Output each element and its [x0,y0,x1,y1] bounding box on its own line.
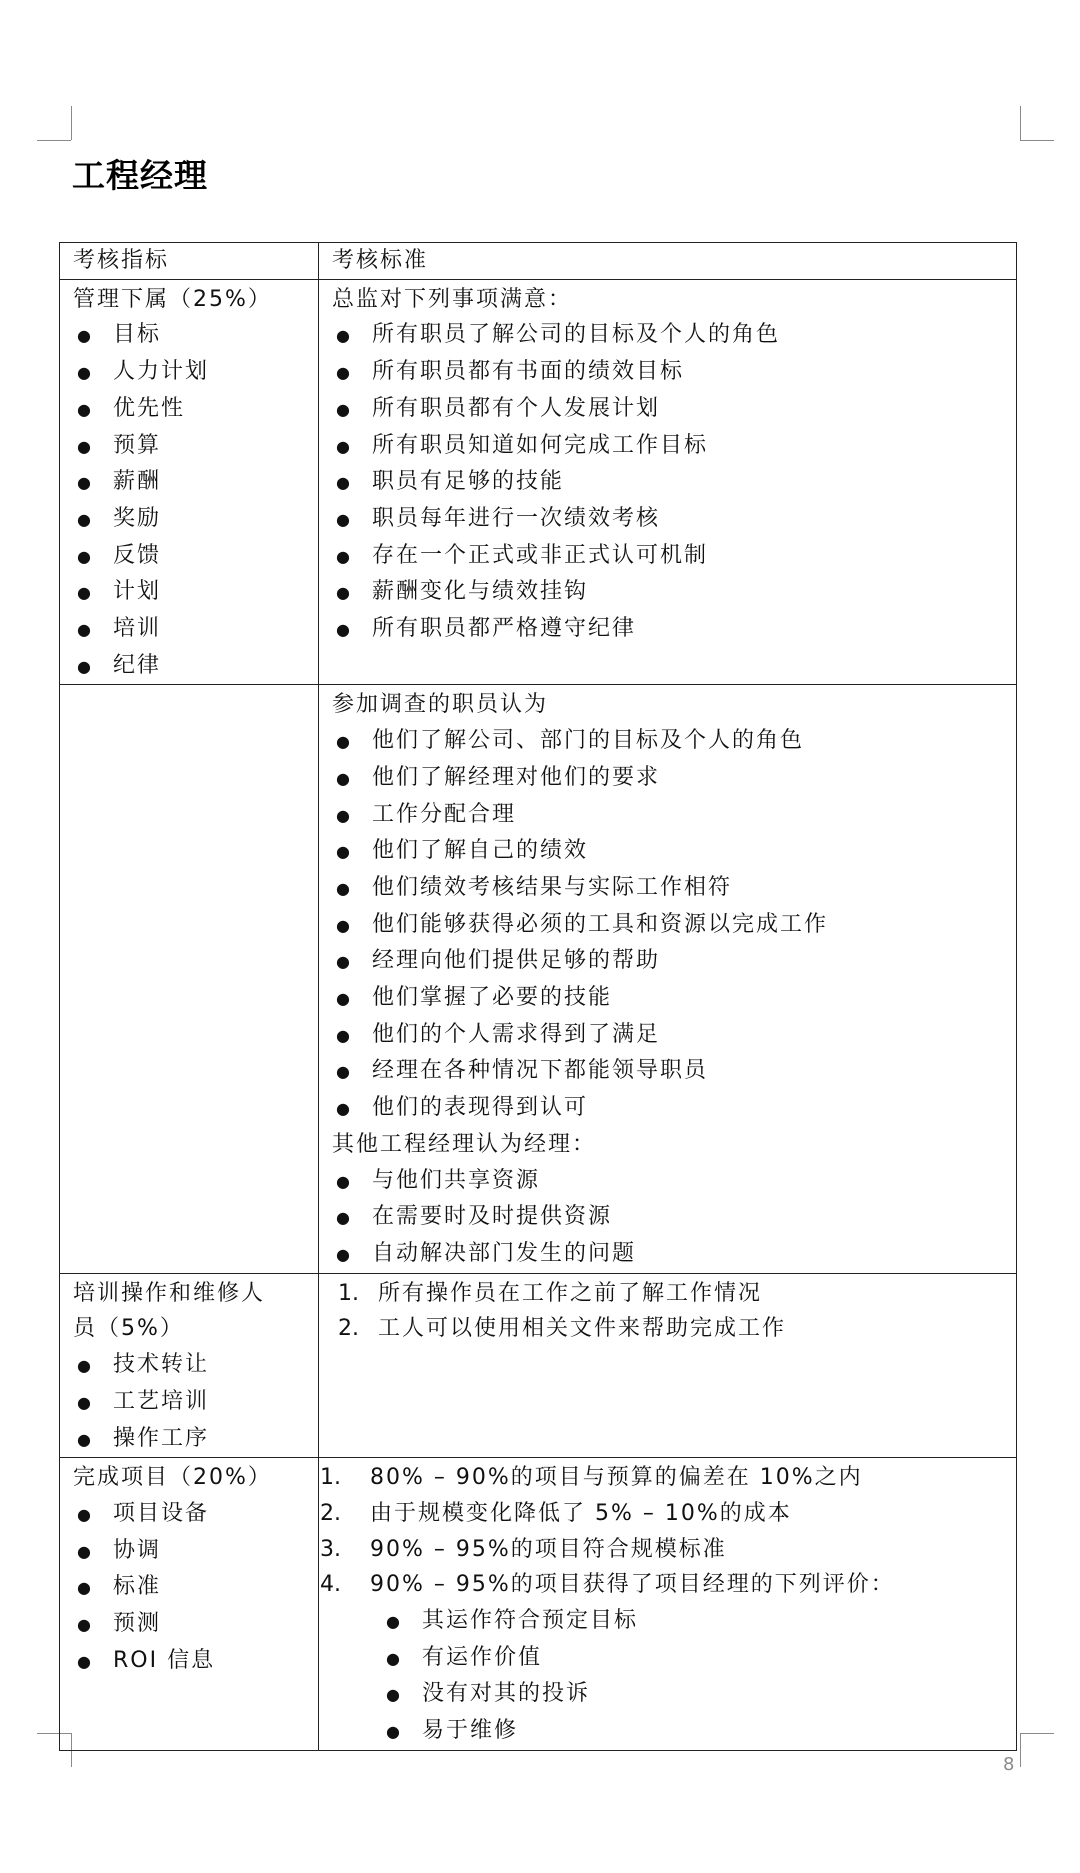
table-row [60,279,1017,685]
indicator-heading: 管理下属（25%） [73,286,272,312]
crop-mark-top-left-h [37,140,71,141]
list-item: ● 薪酬变化与绩效挂钩 [332,574,1006,611]
list-item: ● 自动解决部门发生的问题 [332,1236,1006,1273]
header-indicator: 考核指标 [60,243,319,280]
bullet-icon: ● [336,768,352,788]
bullet-icon: ● [77,436,93,456]
indicator-cell [60,1458,319,1751]
bullet-icon: ● [77,326,93,346]
list-item: ● 他们了解经理对他们的要求 [332,760,1006,797]
numbered-item: 3. 90% – 95%的项目符合规模标准 [320,1536,727,1562]
bullet-icon: ● [77,1541,93,1561]
list-item: ● 工作分配合理 [332,797,1006,834]
indicator-heading: 完成项目（20%） [73,1465,272,1491]
list-item: ● 他们的个人需求得到了满足 [332,1017,1006,1054]
list-item: ● 操作工序 [73,1421,308,1458]
list-item: ● 人力计划 [73,354,308,391]
bullet-icon: ● [77,1356,93,1376]
indicator-heading-cont: 员（5%） [73,1316,184,1342]
bullet-icon: ● [336,436,352,456]
list-item: ● 在需要时及时提供资源 [332,1199,1006,1236]
indicator-heading: 培训操作和维修人 [73,1280,266,1306]
bullet-icon: ● [77,399,93,419]
bullet-icon: ● [336,620,352,640]
bullet-icon: ● [336,805,352,825]
list-item: ● 经理向他们提供足够的帮助 [332,943,1006,980]
list-item: ● 技术转让 [73,1347,308,1384]
bullet-icon: ● [336,915,352,935]
list-item: ● 职员每年进行一次绩效考核 [332,501,1006,538]
standard-cell [319,685,1017,1273]
numbered-item: 2. 工人可以使用相关文件来帮助完成工作 [338,1316,787,1342]
standard-cell [319,1458,1017,1751]
bullet-icon: ● [336,1062,352,1082]
list-item: ● 纪律 [73,648,308,685]
crop-mark-bottom-right-h [1020,1733,1054,1734]
indicator-cell [60,1273,319,1458]
table-row [60,1273,1017,1458]
list-item: ● 预算 [73,428,308,465]
bullet-icon: ● [77,1651,93,1671]
bullet-icon: ● [336,583,352,603]
bullet-icon: ● [336,1171,352,1191]
bullet-icon: ● [77,1429,93,1449]
bullet-icon: ● [336,1025,352,1045]
bullet-icon: ● [336,363,352,383]
bullet-icon: ● [77,620,93,640]
list-item: ● 薪酬 [73,464,308,501]
bullet-icon: ● [77,1615,93,1635]
list-item: ● 他们绩效考核结果与实际工作相符 [332,870,1006,907]
page-title: 工程经理 [72,156,208,195]
list-item: ● 预测 [73,1606,308,1643]
list-item: ● 所有职员都有个人发展计划 [332,391,1006,428]
bullet-icon: ● [336,732,352,752]
bullet-icon: ● [77,1392,93,1412]
bullet-icon: ● [336,1208,352,1228]
bullet-icon: ● [77,363,93,383]
list-item: ● 所有职员都严格遵守纪律 [332,611,1006,648]
list-item: ● 他们的表现得到认可 [332,1090,1006,1127]
kpi-table [59,242,1017,1751]
list-item: ● 所有职员知道如何完成工作目标 [332,428,1006,465]
numbered-item: 1. 80% – 90%的项目与预算的偏差在 10%之内 [320,1465,863,1491]
list-item: ● 他们能够获得必须的工具和资源以完成工作 [332,907,1006,944]
sub-list-item: ● 有运作价值 [332,1640,1006,1677]
list-item: ● 所有职员都有书面的绩效目标 [332,354,1006,391]
standard-cell [319,279,1017,685]
bullet-icon: ● [77,473,93,493]
page-number: 8 [1003,1754,1015,1775]
list-item: ● 存在一个正式或非正式认可机制 [332,538,1006,575]
list-item: ● 他们了解公司、部门的目标及个人的角色 [332,723,1006,760]
standard-intro-2: 其他工程经理认为经理： [332,1131,597,1157]
crop-mark-top-left-v [71,106,72,140]
bullet-icon: ● [77,509,93,529]
bullet-icon: ● [77,1504,93,1524]
list-item: ● 项目设备 [73,1496,308,1533]
table-row [60,685,1017,1273]
list-item: ● 优先性 [73,391,308,428]
list-item: ● 经理在各种情况下都能领导职员 [332,1053,1006,1090]
bullet-icon: ● [77,1578,93,1598]
numbered-item: 1. 所有操作员在工作之前了解工作情况 [338,1280,763,1306]
numbered-item: 4. 90% – 95%的项目获得了项目经理的下列评价： [320,1572,895,1598]
list-item: ● 工艺培训 [73,1384,308,1421]
table-header-row [60,243,1017,280]
list-item: ● 他们了解自己的绩效 [332,833,1006,870]
bullet-icon: ● [386,1648,402,1668]
list-item: ● 与他们共享资源 [332,1163,1006,1200]
bullet-icon: ● [336,989,352,1009]
numbered-item: 2. 由于规模变化降低了 5% – 10%的成本 [320,1500,792,1526]
bullet-icon: ● [336,399,352,419]
bullet-icon: ● [336,842,352,862]
bullet-icon: ● [336,1244,352,1264]
crop-mark-top-right-h [1020,140,1054,141]
list-item: ● ROI 信息 [73,1643,308,1680]
bullet-icon: ● [77,546,93,566]
sub-list-item: ● 没有对其的投诉 [332,1676,1006,1713]
crop-mark-top-right-v [1020,106,1021,140]
list-item: ● 反馈 [73,538,308,575]
bullet-icon: ● [386,1685,402,1705]
list-item: ● 奖励 [73,501,308,538]
bullet-icon: ● [77,583,93,603]
table-row [60,1458,1017,1751]
bullet-icon: ● [386,1722,402,1742]
bullet-icon: ● [77,656,93,676]
list-item: ● 协调 [73,1533,308,1570]
indicator-cell [60,279,319,685]
bullet-icon: ● [336,1099,352,1119]
standard-intro: 总监对下列事项满意： [332,286,573,312]
standard-intro: 参加调查的职员认为 [332,692,549,718]
list-item: ● 计划 [73,574,308,611]
standard-cell [319,1273,1017,1458]
bullet-icon: ● [336,952,352,972]
sub-list-item: ● 其运作符合预定目标 [332,1603,1006,1640]
bullet-icon: ● [336,473,352,493]
header-standard: 考核标准 [319,243,1017,280]
crop-mark-bottom-right-v [1020,1733,1021,1767]
bullet-icon: ● [386,1612,402,1632]
list-item: ● 所有职员了解公司的目标及个人的角色 [332,317,1006,354]
bullet-icon: ● [336,546,352,566]
indicator-cell [60,685,319,1273]
bullet-icon: ● [336,878,352,898]
list-item: ● 标准 [73,1569,308,1606]
list-item: ● 目标 [73,317,308,354]
list-item: ● 培训 [73,611,308,648]
sub-list-item: ● 易于维修 [332,1713,1006,1750]
bullet-icon: ● [336,509,352,529]
list-item: ● 他们掌握了必要的技能 [332,980,1006,1017]
bullet-icon: ● [336,326,352,346]
list-item: ● 职员有足够的技能 [332,464,1006,501]
